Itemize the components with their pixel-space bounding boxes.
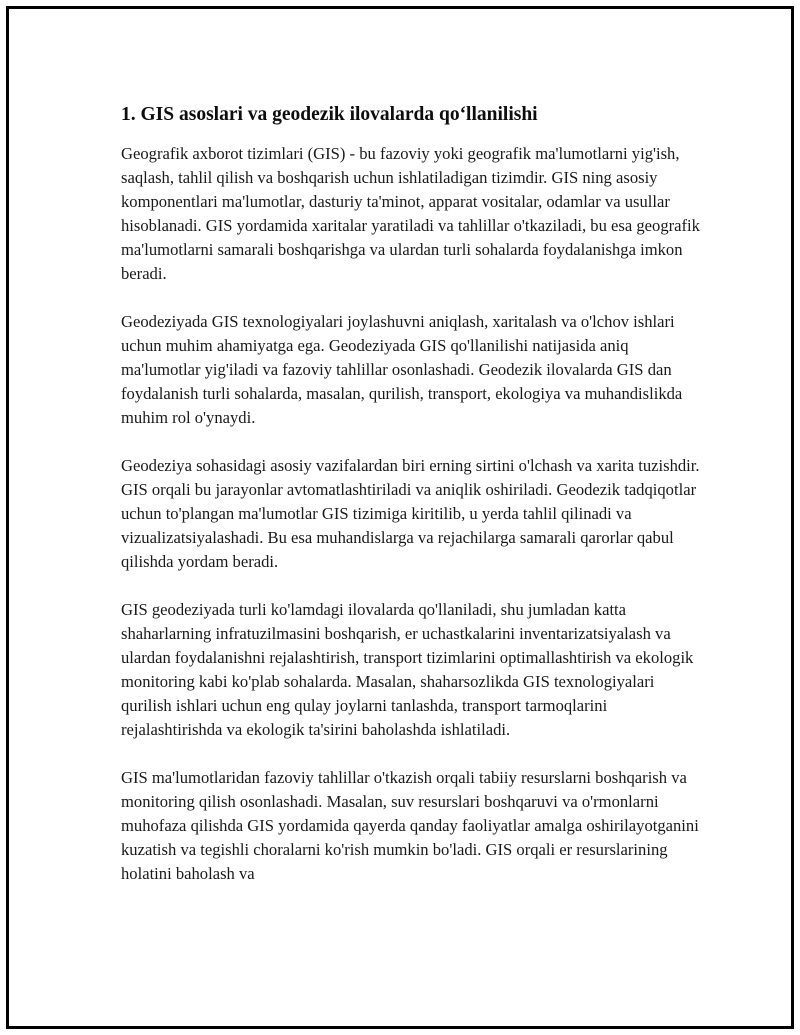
document-body (121, 102, 701, 910)
document-title: 1. GIS asoslari va geodezik ilovalarda qo‘llanilishi (121, 104, 538, 125)
paragraph-geodesy-gis: Geodeziyada GIS texnologiyalari joylashuvni aniqlash, xaritalash va o'lchov ishlari uchun muhim ahamiyatga ega. Geodeziyada GIS qo'llanilishi natijasida aniq ma'lumotlar yig'iladi va fazoviy tahlillar osonlashadi. Geodezik ilovalarda GIS dan foydalanish turli sohalarda, masalan, qurilish, transport, ekologiya va muhandislikda muhim rol o'ynaydi. (121, 312, 683, 427)
paragraph-measurement-tasks: Geodeziya sohasidagi asosiy vazifalardan biri erning sirtini o'lchash va xarita tuzishdir. GIS orqali bu jarayonlar avtomatlashtiriladi va aniqlik oshiriladi. Geodezik tadqiqotlar uchun to'plangan ma'lumotlar GIS tizimiga kiritilib, u yerda tahlil qilinadi va vizualizatsiyalashadi. Bu esa muhandislarga va rejachilarga samarali qarorlar qabul qilishda yordam beradi. (121, 456, 700, 571)
paragraph-applications: GIS geodeziyada turli ko'lamdagi ilovalarda qo'llaniladi, shu jumladan katta shaharlarning infratuzilmasini boshqarish, er uchastkalarini inventarizatsiyalash va ulardan foydalanishni rejalashtirish, transport tizimlarini optimallashtirish va ekologik monitoring kabi ko'plab sohalarda. Masalan, shaharsozlikda GIS texnologiyalari qurilish ishlari uchun eng qulay joylarni tanlashda, transport tarmoqlarini rejalashtirishda va ekologik ta'sirini baholashda ishlatiladi. (121, 600, 694, 739)
paragraph-resources: GIS ma'lumotlaridan fazoviy tahlillar o'tkazish orqali tabiiy resurslarni boshqarish va monitoring qilish osonlashadi. Masalan, suv resurslari boshqaruvi va o'rmonlarni muhofaza qilishda GIS yordamida qayerda qanday faoliyatlar amalga oshirilayotganini kuzatish va tegishli choralarni ko'rish mumkin bo'ladi. GIS orqali er resurslarining holatini baholash va (121, 768, 699, 883)
paragraph-intro: Geografik axborot tizimlari (GIS) - bu fazoviy yoki geografik ma'lumotlarni yig'ish, saqlash, tahlil qilish va boshqarish uchun ishlatiladigan tizimdir. GIS ning asosiy komponentlari ma'lumotlar, dasturiy ta'minot, apparat vositalar, odamlar va usullar hisoblanadi. GIS yordamida xaritalar yaratiladi va tahlillar o'tkaziladi, bu esa geografik ma'lumotlarni samarali boshqarishga va ulardan turli sohalarda foydalanishga imkon beradi. (121, 144, 700, 283)
document-page (6, 6, 794, 1029)
